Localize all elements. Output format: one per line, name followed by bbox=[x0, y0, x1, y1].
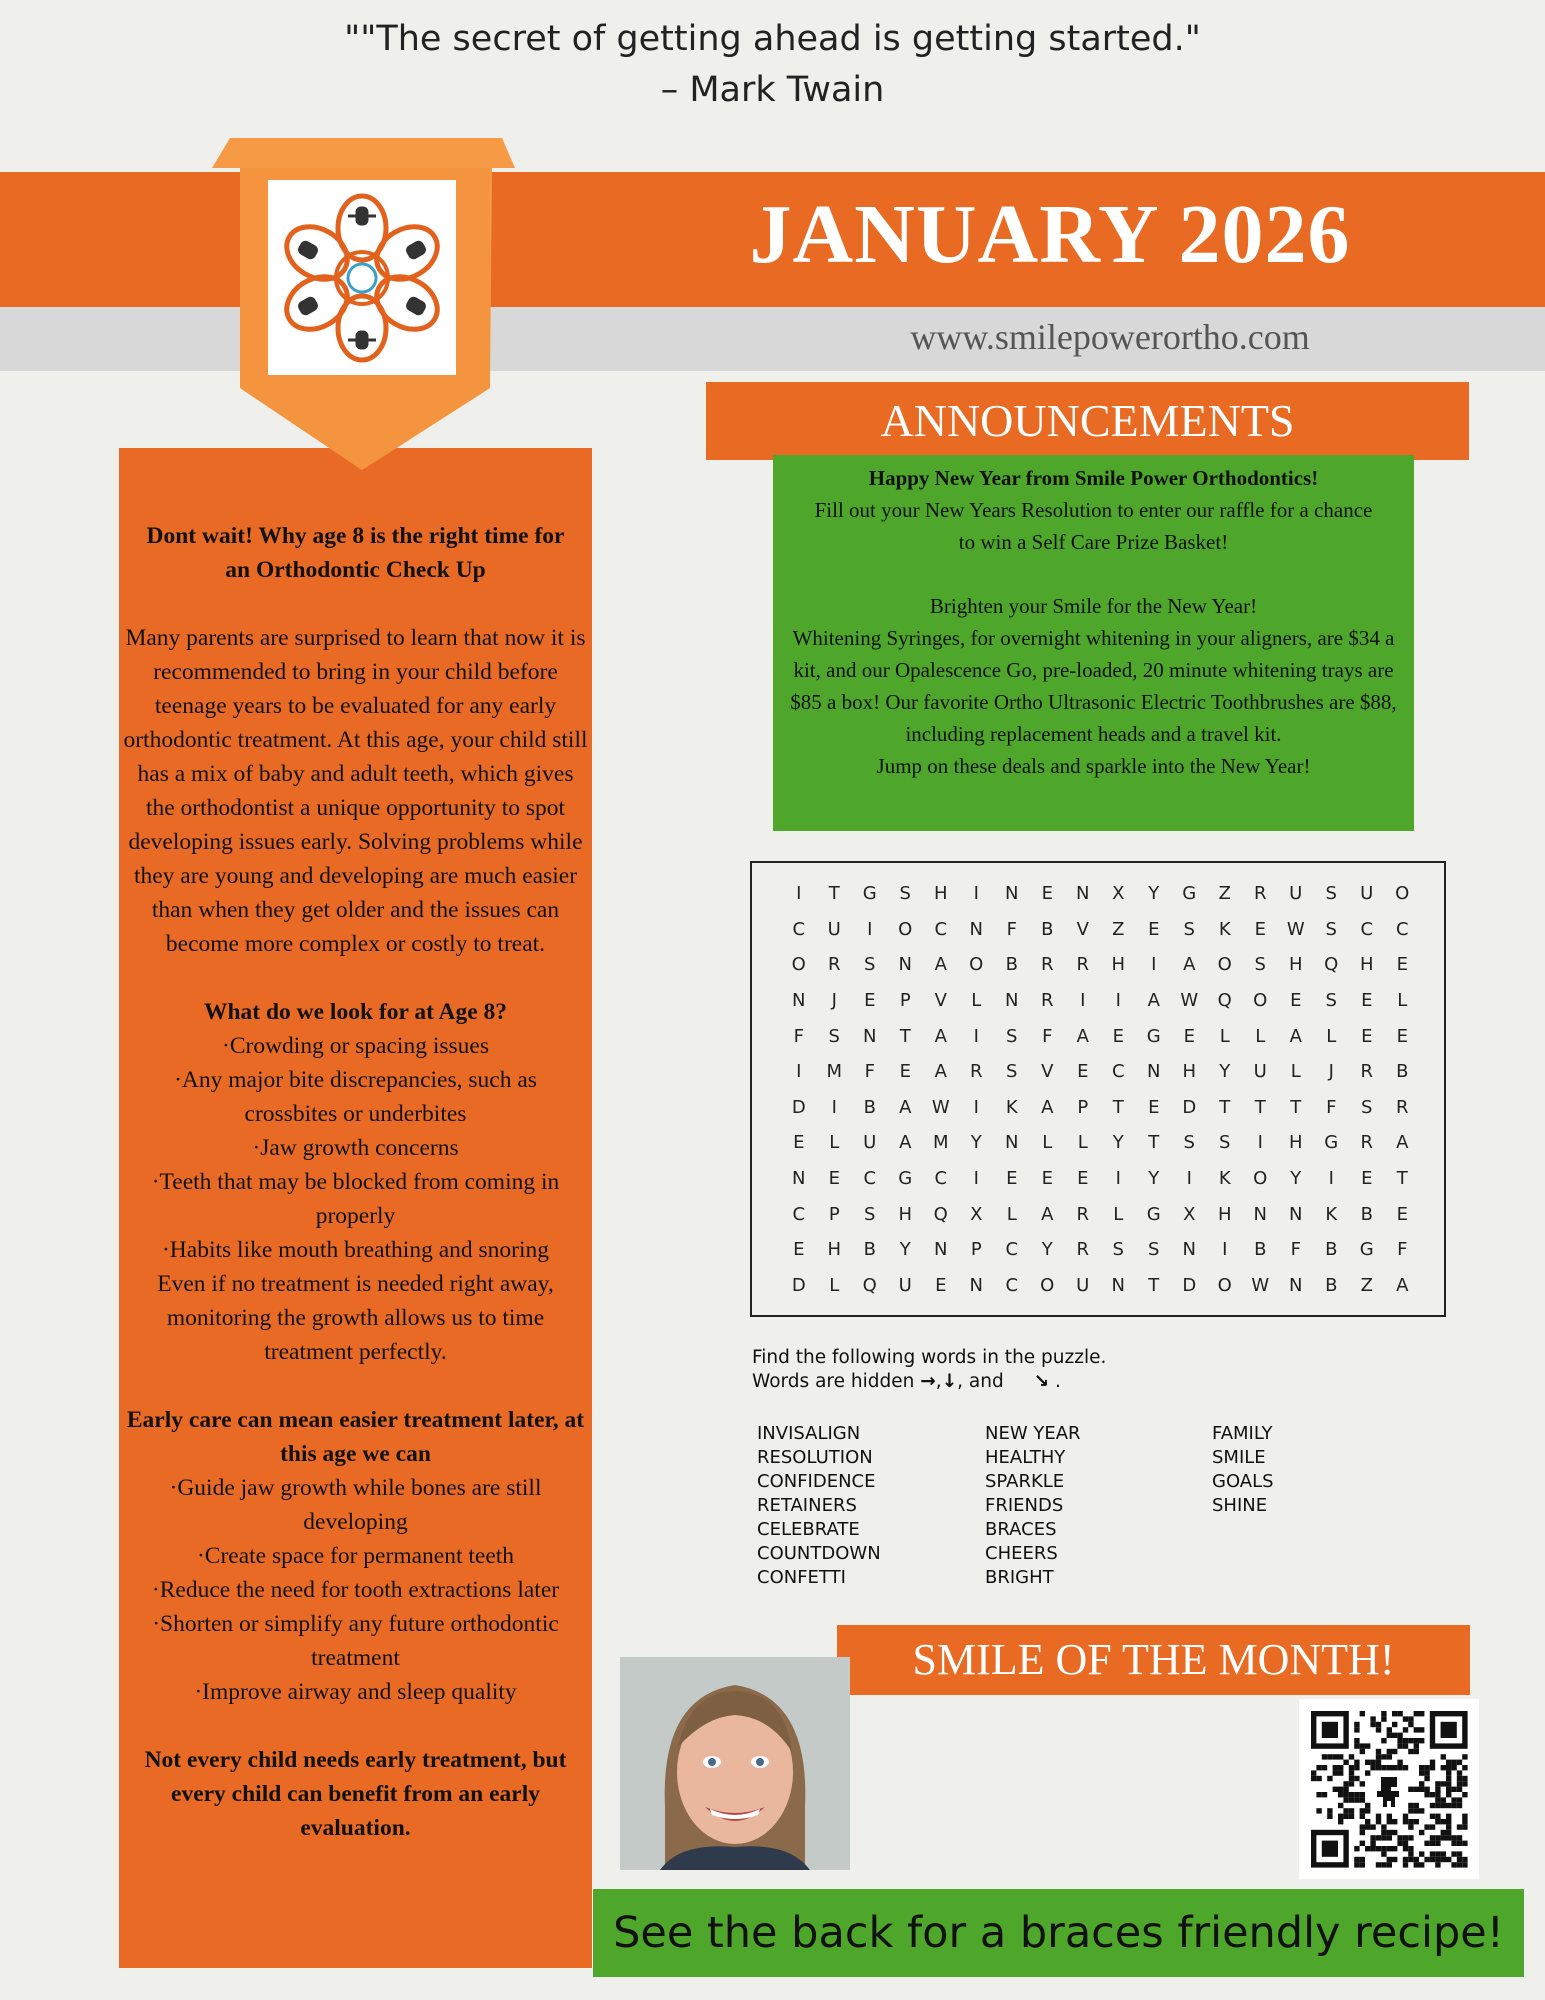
word-search-letter: E bbox=[1077, 1168, 1089, 1190]
word-search-letter: V bbox=[1041, 1061, 1054, 1083]
word-item: RESOLUTION bbox=[757, 1447, 873, 1468]
closing-text: Not every child needs early treatment, but every child can benefit from an early evaluation. bbox=[144, 1747, 567, 1841]
announcements-title: ANNOUNCEMENTS bbox=[706, 382, 1469, 460]
word-search-letter: R bbox=[1360, 1132, 1373, 1154]
word-search-letter: G bbox=[1146, 1203, 1161, 1225]
word-list-col2 bbox=[985, 1422, 1081, 1590]
early-care-item: ·Create space for permanent teeth bbox=[196, 1543, 515, 1569]
left-column-text bbox=[119, 519, 592, 1845]
comma-text: , bbox=[935, 1371, 942, 1392]
early-care-heading: Early care can mean easier treatment later, at this age we can bbox=[126, 1407, 585, 1467]
word-search-letter: L bbox=[1397, 990, 1408, 1012]
word-search-letter: S bbox=[1325, 883, 1337, 905]
word-search-letter: S bbox=[1112, 1239, 1124, 1261]
word-search-letter: Y bbox=[1148, 883, 1160, 905]
word-search-letter: G bbox=[1182, 883, 1197, 905]
qr-code[interactable] bbox=[1299, 1699, 1479, 1879]
word-search-letter: S bbox=[1325, 918, 1337, 940]
word-search-letter: L bbox=[829, 1132, 840, 1154]
word-search-letter: C bbox=[1360, 918, 1374, 940]
word-search-letter: D bbox=[1182, 1274, 1197, 1296]
word-search-letter: W bbox=[1286, 918, 1305, 940]
word-search-letter: I bbox=[796, 1061, 802, 1083]
word-search-letter: A bbox=[934, 954, 947, 976]
word-item: INVISALIGN bbox=[757, 1423, 861, 1444]
word-item: CELEBRATE bbox=[757, 1519, 860, 1540]
word-search-letter: N bbox=[1111, 1274, 1125, 1296]
word-search-letter: I bbox=[1151, 954, 1157, 976]
word-search-letter: P bbox=[899, 990, 911, 1012]
word-search-letter: I bbox=[973, 1096, 979, 1118]
word-search-letter: J bbox=[1328, 1061, 1334, 1083]
word-search-letter: E bbox=[1361, 1168, 1373, 1190]
word-search-letter: O bbox=[898, 918, 913, 940]
word-search-letter: E bbox=[1112, 1025, 1124, 1047]
word-search-letter: S bbox=[899, 883, 911, 905]
announcement-brighten: Brighten your Smile for the New Year! bbox=[929, 594, 1258, 618]
word-search-letter: C bbox=[1395, 918, 1409, 940]
word-search-letter: H bbox=[1288, 954, 1303, 976]
look-for-item: ·Any major bite discrepancies, such as crossbites or underbites bbox=[174, 1067, 537, 1127]
word-search-letter: D bbox=[791, 1274, 806, 1296]
word-search-letter: L bbox=[1006, 1203, 1017, 1225]
word-search-letter: P bbox=[970, 1239, 982, 1261]
word-search-letter: M bbox=[932, 1132, 949, 1154]
word-search-letter: U bbox=[1253, 1061, 1267, 1083]
word-search-letter: G bbox=[1359, 1239, 1374, 1261]
word-search-letter: Z bbox=[1218, 883, 1231, 905]
word-search-letter: L bbox=[971, 990, 982, 1012]
instruction-line bbox=[752, 1370, 1106, 1394]
word-search-letter: O bbox=[969, 954, 984, 976]
word-search-letter: O bbox=[1217, 954, 1232, 976]
word-search-letter: H bbox=[1288, 1132, 1303, 1154]
word-search-letter: B bbox=[1325, 1239, 1338, 1261]
word-search-letter: D bbox=[1182, 1096, 1197, 1118]
word-search-letter: E bbox=[864, 990, 876, 1012]
word-search-letter: V bbox=[1076, 918, 1089, 940]
word-search-letter: U bbox=[1076, 1274, 1090, 1296]
instruction-text: Words are hidden bbox=[752, 1371, 915, 1392]
article-heading: Dont wait! Why age 8 is the right time for an Orthodontic Check Up bbox=[146, 523, 565, 583]
word-search-letter: I bbox=[1257, 1132, 1263, 1154]
word-search-letter: M bbox=[826, 1061, 843, 1083]
word-search-letter: C bbox=[1005, 1239, 1019, 1261]
word-search-letter: Y bbox=[1219, 1061, 1231, 1083]
word-search-letter: L bbox=[1113, 1203, 1124, 1225]
word-item: HEALTHY bbox=[985, 1447, 1066, 1468]
word-search-letter: H bbox=[1111, 954, 1126, 976]
word-search-letter: A bbox=[1183, 954, 1196, 976]
word-list-col3 bbox=[1212, 1422, 1274, 1518]
word-search-letter: O bbox=[791, 954, 806, 976]
word-search-letter: E bbox=[1006, 1168, 1018, 1190]
website-link[interactable]: www.smilepowerortho.com bbox=[910, 317, 1310, 357]
word-search-letter: A bbox=[899, 1096, 912, 1118]
word-search-letter: A bbox=[1147, 990, 1160, 1012]
word-search-letter: A bbox=[1289, 1025, 1302, 1047]
word-search-letter: C bbox=[1111, 1061, 1125, 1083]
word-search-letter: Q bbox=[1324, 954, 1339, 976]
word-search-letter: Z bbox=[1360, 1274, 1373, 1296]
word-search-letter: A bbox=[899, 1132, 912, 1154]
word-search-letter: S bbox=[1325, 990, 1337, 1012]
word-search-letter: N bbox=[1147, 1061, 1161, 1083]
word-search-letter: E bbox=[1361, 990, 1373, 1012]
word-item: FAMILY bbox=[1212, 1423, 1273, 1444]
word-search-letter: R bbox=[1040, 954, 1054, 976]
smile-of-month-title: SMILE OF THE MONTH! bbox=[837, 1625, 1470, 1695]
word-search-letter: S bbox=[1219, 1132, 1231, 1154]
quote bbox=[0, 14, 1545, 116]
word-search-letter: E bbox=[1396, 1203, 1408, 1225]
word-search-letter: B bbox=[1041, 918, 1054, 940]
word-search-letter: E bbox=[1396, 954, 1408, 976]
word-search-letter: N bbox=[969, 1274, 983, 1296]
word-search-letter: N bbox=[969, 918, 983, 940]
announcement-closing: Jump on these deals and sparkle into the New Year! bbox=[876, 754, 1311, 778]
word-search-letter: R bbox=[827, 954, 841, 976]
word-search-letter: S bbox=[828, 1025, 840, 1047]
word-item: COUNTDOWN bbox=[757, 1543, 881, 1564]
qr-code-icon bbox=[1299, 1699, 1479, 1879]
word-search-letter: E bbox=[1361, 1025, 1373, 1047]
word-search-letter: L bbox=[829, 1274, 840, 1296]
word-search-letter: O bbox=[1040, 1274, 1055, 1296]
word-search-letter: B bbox=[1005, 954, 1018, 976]
word-search-letter: B bbox=[1396, 1061, 1409, 1083]
word-search-letter: U bbox=[1360, 883, 1374, 905]
word-search-letter: S bbox=[1148, 1239, 1160, 1261]
word-search-letter: S bbox=[1006, 1025, 1018, 1047]
word-search-letter: Y bbox=[1148, 1168, 1160, 1190]
arrow-diagonal-icon: ↘ bbox=[1033, 1371, 1050, 1392]
early-care-item: ·Guide jaw growth while bones are still developing bbox=[169, 1475, 542, 1535]
word-search-letter: F bbox=[793, 1025, 804, 1047]
instruction-line: Find the following words in the puzzle. bbox=[752, 1347, 1107, 1368]
footer-banner: See the back for a braces friendly recipe! bbox=[593, 1889, 1524, 1977]
word-search-letter: T bbox=[1112, 1096, 1124, 1118]
word-search-letter: A bbox=[1041, 1203, 1054, 1225]
word-search-letter: I bbox=[831, 1096, 837, 1118]
word-search-letter: N bbox=[1076, 883, 1090, 905]
word-search-letter: L bbox=[1042, 1132, 1053, 1154]
word-item: SHINE bbox=[1212, 1495, 1268, 1516]
word-search-letter: C bbox=[934, 1168, 948, 1190]
word-search-letter: K bbox=[1325, 1203, 1338, 1225]
word-item: BRIGHT bbox=[985, 1567, 1054, 1588]
word-search-letter: L bbox=[1219, 1025, 1230, 1047]
word-search-letter: O bbox=[1395, 883, 1410, 905]
word-search-letter: I bbox=[1328, 1168, 1334, 1190]
word-search-letter: F bbox=[1326, 1096, 1337, 1118]
quote-author: – Mark Twain bbox=[660, 70, 885, 110]
word-search-letter: F bbox=[864, 1061, 875, 1083]
flower-logo-icon bbox=[268, 180, 456, 375]
word-search-letter: T bbox=[899, 1025, 911, 1047]
word-search-letter: W bbox=[931, 1096, 950, 1118]
word-item: GOALS bbox=[1212, 1471, 1274, 1492]
announcements-text bbox=[773, 462, 1414, 782]
word-search-letter: N bbox=[792, 1168, 806, 1190]
word-search-letter: N bbox=[1253, 1203, 1267, 1225]
word-search-letter: T bbox=[1396, 1168, 1408, 1190]
word-search-letter: H bbox=[1217, 1203, 1232, 1225]
word-search-letter: D bbox=[791, 1096, 806, 1118]
word-item: FRIENDS bbox=[985, 1495, 1064, 1516]
word-list-col1 bbox=[757, 1422, 881, 1590]
word-search-letter: N bbox=[1005, 990, 1019, 1012]
word-item: RETAINERS bbox=[757, 1495, 857, 1516]
word-search-letter: A bbox=[1076, 1025, 1089, 1047]
word-search-letter: U bbox=[863, 1132, 877, 1154]
word-search-letter: Q bbox=[862, 1274, 877, 1296]
word-search-letter: E bbox=[1077, 1061, 1089, 1083]
word-search-letter: C bbox=[863, 1168, 877, 1190]
word-search-letter: G bbox=[1324, 1132, 1339, 1154]
word-search-letter: F bbox=[1290, 1239, 1301, 1261]
word-search-letter: L bbox=[1255, 1025, 1266, 1047]
word-search-letter: U bbox=[827, 918, 841, 940]
word-search-letter: U bbox=[1289, 883, 1303, 905]
word-item: SPARKLE bbox=[985, 1471, 1065, 1492]
word-search-letter: A bbox=[934, 1025, 947, 1047]
word-search-letter: R bbox=[1253, 883, 1267, 905]
word-search-letter: H bbox=[1182, 1061, 1197, 1083]
word-search-letter: I bbox=[973, 883, 979, 905]
word-search-letter: L bbox=[1326, 1025, 1337, 1047]
word-search-letter: E bbox=[1148, 1096, 1160, 1118]
word-search-letter: C bbox=[934, 918, 948, 940]
word-search-letter: S bbox=[1254, 954, 1266, 976]
monitor-text: Even if no treatment is needed right away, monitoring the growth allows us to time treatment perfectly. bbox=[157, 1271, 554, 1365]
early-care-item: ·Improve airway and sleep quality bbox=[194, 1679, 517, 1705]
word-search-letter: C bbox=[792, 1203, 806, 1225]
word-search-letter: I bbox=[796, 883, 802, 905]
word-item: CONFETTI bbox=[757, 1567, 846, 1588]
word-search-letter: V bbox=[934, 990, 947, 1012]
announcement-heading: Happy New Year from Smile Power Orthodontics! bbox=[868, 466, 1319, 490]
word-search-letter: B bbox=[1254, 1239, 1267, 1261]
word-search-instructions bbox=[752, 1346, 1106, 1394]
word-search-letter: I bbox=[1222, 1239, 1228, 1261]
word-search-letter: T bbox=[828, 883, 840, 905]
word-search-letter: G bbox=[1146, 1025, 1161, 1047]
word-search-letter: R bbox=[1076, 954, 1089, 976]
word-search-letter: Y bbox=[1112, 1132, 1124, 1154]
early-care-item: ·Reduce the need for tooth extractions later bbox=[151, 1577, 560, 1603]
word-search-letter: Y bbox=[899, 1239, 911, 1261]
word-search-letter: I bbox=[1080, 990, 1086, 1012]
word-search-letter: L bbox=[1290, 1061, 1301, 1083]
word-search-letter: C bbox=[792, 918, 806, 940]
word-search-letter: R bbox=[969, 1061, 983, 1083]
look-for-item: ·Habits like mouth breathing and snoring bbox=[161, 1237, 550, 1263]
word-search-letter: H bbox=[1359, 954, 1374, 976]
word-search-letter: R bbox=[1076, 1203, 1089, 1225]
word-search-letter: I bbox=[867, 918, 873, 940]
word-search-letter: I bbox=[1115, 990, 1121, 1012]
word-search-letter: W bbox=[1251, 1274, 1270, 1296]
word-search-letter: S bbox=[864, 1203, 876, 1225]
word-search-letter: F bbox=[1042, 1025, 1053, 1047]
word-search-letter: A bbox=[1396, 1274, 1409, 1296]
word-search-letter: L bbox=[1077, 1132, 1088, 1154]
look-for-heading: What do we look for at Age 8? bbox=[203, 999, 508, 1025]
word-search-letter: B bbox=[1325, 1274, 1338, 1296]
word-item: NEW YEAR bbox=[985, 1423, 1081, 1444]
word-search-letter: Q bbox=[933, 1203, 948, 1225]
word-search-letter: A bbox=[934, 1061, 947, 1083]
article-intro: Many parents are surprised to learn that now it is recommended to bring in your child before teenage years to be evaluated for any early orthodontic treatment. At this age, your child still has a mix of baby and adult teeth, which gives the orthodontist a unique opportunity to spot developing issues early. Solving problems while they are young and developing are much easier than when they get older and the issues can become more complex or costly to treat. bbox=[123, 625, 588, 957]
word-search-letter: T bbox=[1148, 1274, 1160, 1296]
word-search-letter: N bbox=[934, 1239, 948, 1261]
word-search-letter: N bbox=[792, 990, 806, 1012]
word-search-letter: K bbox=[1218, 918, 1231, 940]
word-search-letter: E bbox=[1396, 1025, 1408, 1047]
word-search-letter: E bbox=[1290, 990, 1302, 1012]
instruction-text: , and bbox=[957, 1371, 1004, 1392]
word-search-letter: S bbox=[1361, 1096, 1373, 1118]
word-search-letter: E bbox=[1148, 918, 1160, 940]
word-search-letter: N bbox=[898, 954, 912, 976]
arrow-down-icon: ↓ bbox=[941, 1371, 958, 1392]
word-search-letter: T bbox=[1219, 1096, 1231, 1118]
word-search-letter: E bbox=[793, 1132, 805, 1154]
word-search-letter: N bbox=[1005, 883, 1019, 905]
word-search-letter: E bbox=[1183, 1025, 1195, 1047]
early-care-item: ·Shorten or simplify any future orthodontic treatment bbox=[152, 1611, 559, 1671]
word-item: CONFIDENCE bbox=[757, 1471, 876, 1492]
logo bbox=[268, 180, 456, 375]
look-for-item: ·Teeth that may be blocked from coming in properly bbox=[151, 1169, 560, 1229]
word-search-letter: R bbox=[1040, 990, 1054, 1012]
word-search-letter: S bbox=[1183, 1132, 1195, 1154]
word-search-letter: S bbox=[1183, 918, 1195, 940]
word-item: SMILE bbox=[1212, 1447, 1266, 1468]
word-search-letter: R bbox=[1360, 1061, 1373, 1083]
word-search-letter: K bbox=[1005, 1096, 1018, 1118]
word-search-letter: O bbox=[1253, 1168, 1268, 1190]
word-search-letter: K bbox=[1218, 1168, 1231, 1190]
word-search-letter: I bbox=[1186, 1168, 1192, 1190]
announcement-whitening: Whitening Syringes, for overnight whitening in your aligners, are $34 a kit, and our Opalescence Go, pre-loaded, 20 minute whitening trays are $85 a box! Our favorite Ortho Ultrasonic Electric Toothbrushes are $88, including replacement heads and a travel kit. bbox=[790, 626, 1397, 746]
word-search-letter: G bbox=[862, 883, 877, 905]
word-search-letter: E bbox=[899, 1061, 911, 1083]
word-search-letter: T bbox=[1290, 1096, 1302, 1118]
word-search-letter: B bbox=[1360, 1203, 1373, 1225]
word-search-letter: T bbox=[1148, 1132, 1160, 1154]
word-search-letter: I bbox=[973, 1168, 979, 1190]
announcement-raffle: Fill out your New Years Resolution to enter our raffle for a chance to win a Self Care Prize Basket! bbox=[814, 498, 1373, 554]
word-search-letter: H bbox=[898, 1203, 913, 1225]
word-search-letter: Z bbox=[1112, 918, 1125, 940]
word-search-letter: E bbox=[1041, 1168, 1053, 1190]
word-search-letter: N bbox=[1182, 1239, 1196, 1261]
word-search-letter: O bbox=[1253, 990, 1268, 1012]
word-search-letter: Y bbox=[970, 1132, 982, 1154]
look-for-item: ·Jaw growth concerns bbox=[252, 1135, 459, 1161]
word-search-letter: T bbox=[1254, 1096, 1266, 1118]
word-item: CHEERS bbox=[985, 1543, 1058, 1564]
word-search-letter: X bbox=[1183, 1203, 1196, 1225]
word-search-letter: N bbox=[1289, 1203, 1303, 1225]
word-search-letter: X bbox=[970, 1203, 983, 1225]
word-search-letter: F bbox=[1006, 918, 1017, 940]
look-for-item: ·Crowding or spacing issues bbox=[222, 1033, 489, 1059]
page-title: JANUARY 2026 bbox=[749, 188, 1351, 281]
word-search-letter: B bbox=[863, 1096, 876, 1118]
word-search-letter: H bbox=[827, 1239, 842, 1261]
word-search-letter: X bbox=[1112, 883, 1125, 905]
word-search-letter: E bbox=[828, 1168, 840, 1190]
word-search-letter: I bbox=[1115, 1168, 1121, 1190]
word-search-letter: P bbox=[828, 1203, 840, 1225]
word-search-letter: N bbox=[863, 1025, 877, 1047]
child-portrait-image bbox=[620, 1657, 850, 1870]
word-search-letter: O bbox=[1217, 1274, 1232, 1296]
smile-of-month-photo bbox=[620, 1657, 850, 1870]
arrow-right-icon: → bbox=[920, 1371, 936, 1392]
word-search-letter: Q bbox=[1217, 990, 1232, 1012]
word-search-letter: C bbox=[1005, 1274, 1019, 1296]
word-search-letter: P bbox=[1077, 1096, 1089, 1118]
word-search-letter: Y bbox=[1290, 1168, 1302, 1190]
word-search-letter: A bbox=[1396, 1132, 1409, 1154]
word-search-letter: W bbox=[1180, 990, 1199, 1012]
word-search-letter: E bbox=[1254, 918, 1266, 940]
word-search-grid bbox=[781, 876, 1420, 1303]
word-search-letter: Y bbox=[1041, 1239, 1053, 1261]
word-search-letter: U bbox=[898, 1274, 912, 1296]
word-search-letter: R bbox=[1076, 1239, 1089, 1261]
word-search-letter: E bbox=[1041, 883, 1053, 905]
word-search-letter: S bbox=[864, 954, 876, 976]
word-search-letter: F bbox=[1397, 1239, 1408, 1261]
word-search-letter: E bbox=[935, 1274, 947, 1296]
word-search-letter: E bbox=[793, 1239, 805, 1261]
word-search-letter: S bbox=[1006, 1061, 1018, 1083]
quote-text: ""The secret of getting ahead is getting started." bbox=[344, 19, 1201, 59]
word-search-letter: G bbox=[898, 1168, 913, 1190]
word-item: BRACES bbox=[985, 1519, 1057, 1540]
word-search-letter: J bbox=[831, 990, 837, 1012]
word-search-letter: A bbox=[1041, 1096, 1054, 1118]
word-search-letter: B bbox=[863, 1239, 876, 1261]
word-search-letter: N bbox=[1289, 1274, 1303, 1296]
period-text: . bbox=[1055, 1371, 1061, 1392]
word-search-letter: N bbox=[1005, 1132, 1019, 1154]
word-search-letter: H bbox=[933, 883, 948, 905]
word-search-letter: R bbox=[1395, 1096, 1409, 1118]
word-search-letter: I bbox=[973, 1025, 979, 1047]
